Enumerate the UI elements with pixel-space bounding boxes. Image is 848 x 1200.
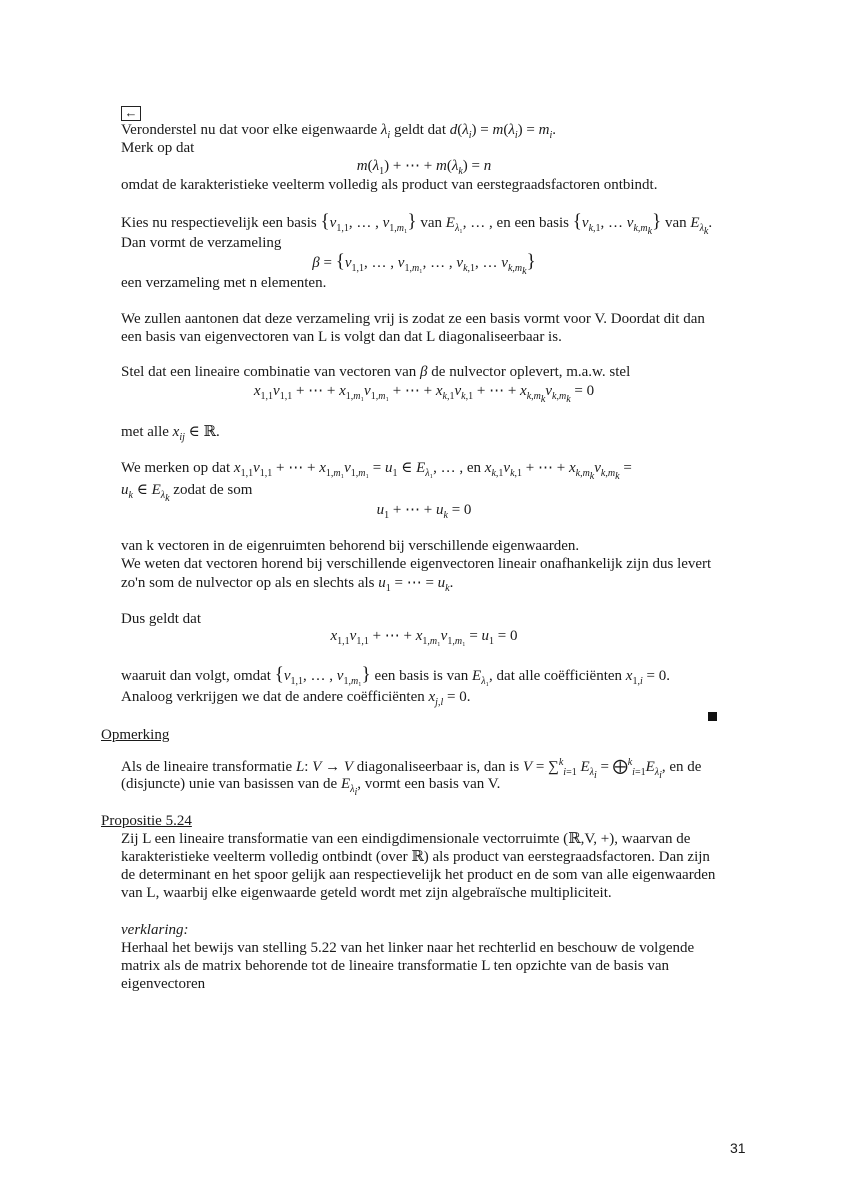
text-line: karakteristieke veelterm volledig ontbindt (over ℝ) als product van eerstegraadsfactoren. Dan zijn xyxy=(121,849,710,865)
back-arrow-box xyxy=(121,104,141,122)
text-line: waaruit dan volgt, omdat {$v_{1,1}$, … , $v_{1,m_1}$} een basis is van $E_{\lambda_1}$, dat alle coëfficiënten $x_{1,i} = 0$. xyxy=(121,664,670,687)
text-line: Stel dat een lineaire combinatie van vectoren van β de nulvector oplevert, m.a.w. stel xyxy=(121,364,631,380)
text-line: Merk op dat xyxy=(121,140,195,156)
page-number: 31 xyxy=(730,1140,746,1156)
text-line: (disjuncte) unie van basissen van de $E_{\lambda_i}$, vormt een basis van V. xyxy=(121,776,501,798)
text-line: Veronderstel nu dat voor elke eigenwaarde $\lambda_i$ geldt dat $d(\lambda_i) = m(\lambda_i) = m_i$. xyxy=(121,122,556,141)
section-heading: Opmerking xyxy=(101,727,170,743)
text-line: met alle $x_{ij}$ ∈ ℝ. xyxy=(121,424,220,443)
formula: $\beta = \{v_{1,1}$, … , $v_{1,m_1}$, … , $v_{k,1}$, … $v_{k,m_k}$} xyxy=(312,251,536,277)
formula: $m(\lambda_1)$ + ⋯ + $m(\lambda_k) = n$ xyxy=(356,158,492,177)
text-line: omdat de karakteristieke veelterm volledig als product van eerstegraadsfactoren ontbindt. xyxy=(121,177,658,193)
text-line: eigenvectoren xyxy=(121,976,206,992)
qed-square xyxy=(708,712,717,721)
formula: $x_{1,1}v_{1,1}$ + ⋯ + $x_{1,m_1}v_{1,m_1}$ + ⋯ + $x_{k,1}v_{k,1}$ + ⋯ + $x_{k,m_k}v_{k,m_k} = 0$ xyxy=(253,383,595,405)
text-line: Zij L een lineaire transformatie van een eindigdimensionale vectorruimte (ℝ,V, +), waarvan de xyxy=(121,831,691,847)
left-arrow-icon: ← xyxy=(121,106,141,121)
text-line: Dan vormt de verzameling xyxy=(121,235,282,251)
text-line: Als de lineaire transformatie L: V → V diagonaliseerbaar is, dan is V = ∑$^k_{i=1}$ $E_{\lambda_i}$ = $⨁^k_{i=1}E_{\lambda_i}$, en de xyxy=(121,757,702,781)
text-line: een basis van eigenvectoren van L is volgt dan dat L diagonaliseerbaar is. xyxy=(121,329,562,345)
text-line: een verzameling met n elementen. xyxy=(121,275,327,291)
text-line: van k vectoren in de eigenruimten behorend bij verschillende eigenwaarden. xyxy=(121,538,580,554)
text-line: zo'n som de nulvector op als en slechts als $u_1$ = ⋯ = $u_k$. xyxy=(121,575,454,594)
formula: $u_1$ + ⋯ + $u_k = 0$ xyxy=(376,502,472,521)
text-line: Dus geldt dat xyxy=(121,611,201,627)
text-line: de determinant en het spoor gelijk aan respectievelijk het product en de som van alle eigenwaarden xyxy=(121,867,716,883)
text-line: van L, waarbij elke eigenwaarde geteld wordt met zijn algebraïsche multipliciteit. xyxy=(121,885,612,901)
text-line: matrix als de matrix behorende tot de lineaire transformatie L ten opzichte van de basis van xyxy=(121,958,669,974)
text-line: Herhaal het bewijs van stelling 5.22 van het linker naar het rechterlid en beschouw de volgende xyxy=(121,940,695,956)
text-line: We weten dat vectoren horend bij verschillende eigenvectoren lineair onafhankelijk zijn dus levert xyxy=(121,556,712,572)
text-line: Kies nu respectievelijk een basis {$v_{1,1}$, … , $v_{1,m_1}$} van $E_{\lambda_1}$, … , en een basis {$v_{k,1}$, … $v_{k,m_k}$} van $E_{\lambda_k}$. xyxy=(121,211,713,237)
text-line: $u_k$ ∈ $E_{\lambda_k}$ zodat de som xyxy=(121,482,253,504)
proof-label: verklaring: xyxy=(121,922,189,938)
text-line: Analoog verkrijgen we dat de andere coëfficiënten $x_{j,l} = 0$. xyxy=(121,689,471,708)
text-line: We zullen aantonen dat deze verzameling vrij is zodat ze een basis vormt voor V. Doordat dit dan xyxy=(121,311,705,327)
text-line: We merken op dat $x_{1,1}v_{1,1}$ + ⋯ + $x_{1,m_1}v_{1,m_1} = u_1$ ∈ $E_{\lambda_1}$, … , en $x_{k,1}v_{k,1}$ + ⋯ + $x_{k,m_k}v_{k,m_k}$ = xyxy=(121,460,632,482)
section-heading: Propositie 5.24 xyxy=(101,813,192,829)
formula: $x_{1,1}v_{1,1}$ + ⋯ + $x_{1,m_1}v_{1,m_1} = u_1 = 0$ xyxy=(330,628,518,647)
